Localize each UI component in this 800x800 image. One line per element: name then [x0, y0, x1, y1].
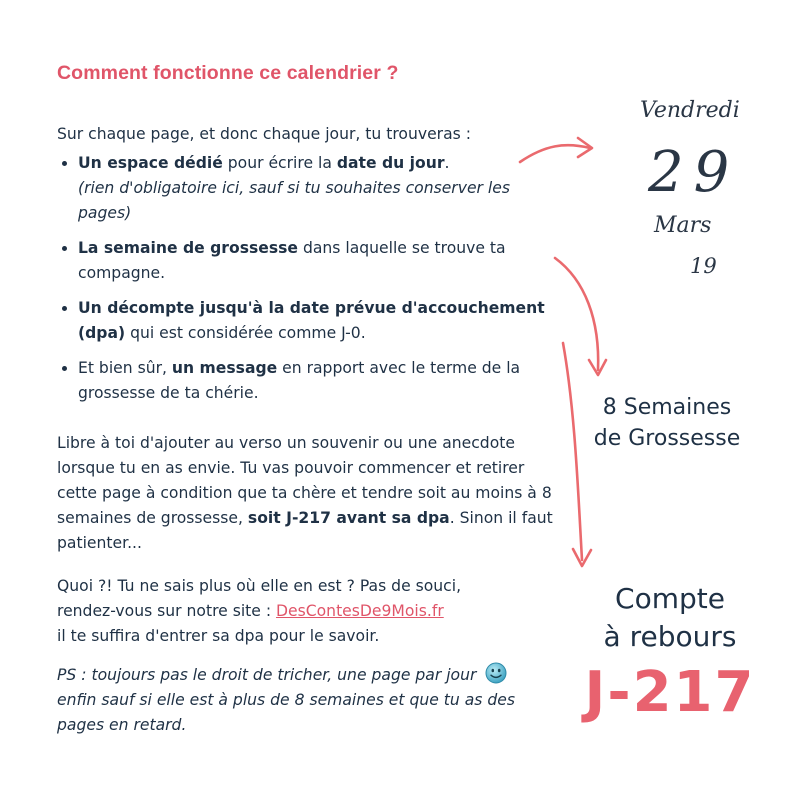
arrow-to-date [520, 145, 590, 162]
weeks-line: de Grossesse [593, 426, 741, 451]
page-title: Comment fonctionne ce calendrier ? [57, 62, 399, 84]
bullet-text: qui est considérée comme J-0. [125, 324, 366, 342]
bullet-text: Et bien sûr, [78, 359, 172, 377]
paragraph-text: . Sinon il faut patienter... [57, 509, 553, 552]
paragraph-text: rendez-vous sur notre site : [57, 602, 277, 620]
date-month: Mars [654, 213, 712, 238]
ps-text: enfin sauf si elle est à plus de 8 semaines et que tu as des pages en retard. [57, 691, 516, 734]
date-day: 29 [648, 140, 740, 205]
weeks-line: 8 Semaines [602, 395, 732, 420]
arrow-to-countdown [563, 343, 582, 560]
countdown-line: Compte [615, 582, 725, 615]
bullet-bold: Un espace dédié [78, 154, 223, 172]
date-year: 19 [690, 254, 717, 278]
bullet-bold: date du jour [336, 154, 445, 172]
paragraph-text: il te suffira d'entrer sa dpa pour le savoir. [57, 627, 380, 645]
paragraph-bold: soit J-217 avant sa dpa [247, 509, 450, 527]
countdown-line: à rebours [603, 620, 737, 653]
bullet-bold: Un décompte jusqu'à la date prévue d'accouchement (dpa) [78, 299, 545, 342]
countdown-value: J-217 [584, 660, 756, 725]
paragraph-text: Libre à toi d'ajouter au verso un souvenir ou une anecdote lorsque tu en as envie. Tu vas pouvoir commencer et retirer cette page à condition que ta chère et tendre soit au moins à 8 semaines de grossesse, [57, 434, 552, 527]
intro-text: Sur chaque page, et donc chaque jour, tu trouveras : [57, 125, 471, 143]
bullet-text: en rapport avec le terme de la grossesse de ta chérie. [78, 359, 521, 402]
date-weekday: Vendredi [640, 98, 740, 123]
paragraph-text: Quoi ?! Tu ne sais plus où elle en est ? Pas de souci, [57, 577, 462, 595]
ps-text: PS : toujours pas le droit de tricher, une page par jour [57, 666, 477, 684]
site-link[interactable]: DesContesDe9Mois.fr [276, 602, 444, 620]
arrow-to-weeks [555, 258, 598, 370]
bullet-text: pour écrire la [222, 154, 337, 172]
bullet-note: (rien d'obligatoire ici, sauf si tu souhaites conserver les pages) [78, 179, 510, 222]
bullet-text: . [444, 154, 450, 172]
bullet-text: dans laquelle se trouve ta compagne. [78, 239, 506, 282]
bullet-bold: un message [171, 359, 278, 377]
bullet-bold: La semaine de grossesse [78, 239, 298, 257]
